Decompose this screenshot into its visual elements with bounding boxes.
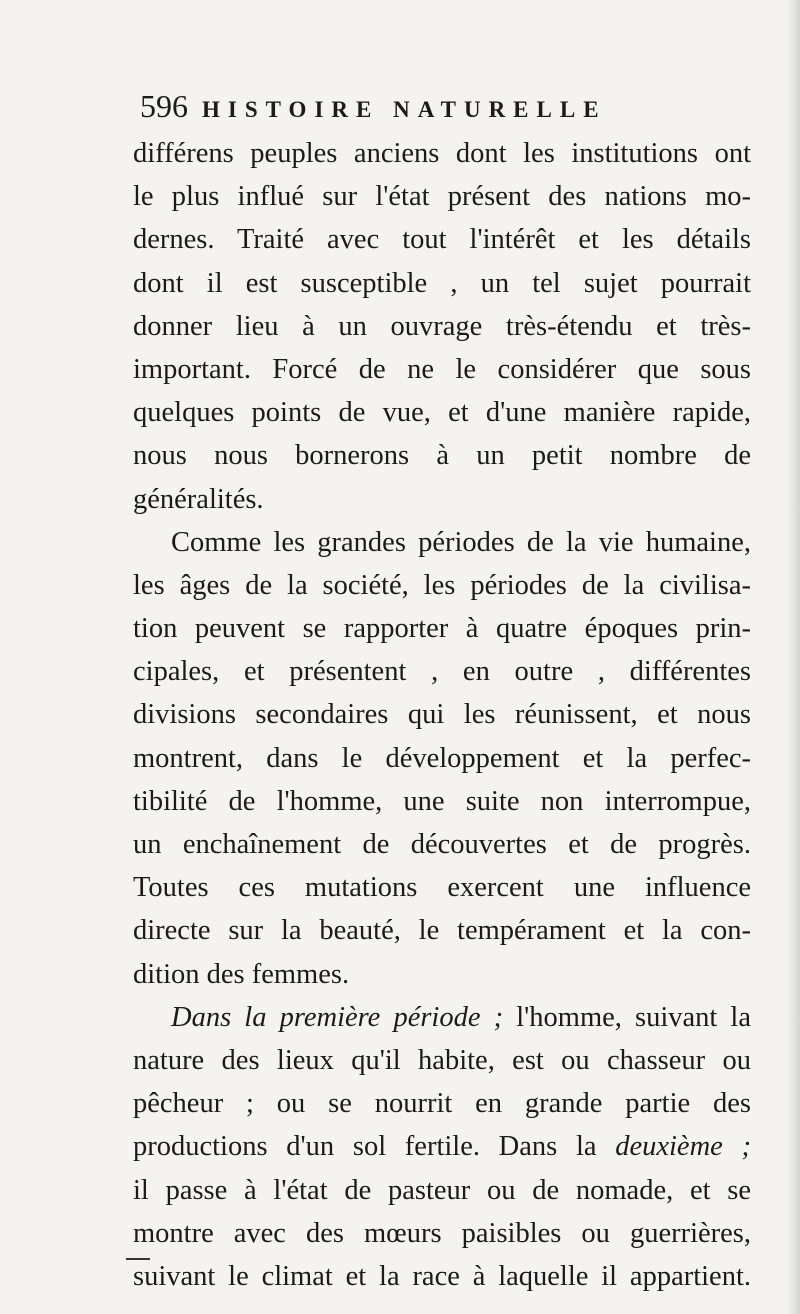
italic-phrase: Dans la première période ; (171, 1001, 504, 1033)
text-line: dernes. Traité avec tout l'intérêt et les détails (133, 224, 751, 256)
text-line: directe sur la beauté, le tempérament et la con- (133, 915, 751, 947)
running-title: HISTOIRE NATURELLE (202, 97, 607, 122)
text-line: Comme les grandes périodes de la vie humaine, (171, 526, 751, 558)
italic-phrase: deuxième ; (615, 1131, 752, 1163)
text-line: Toutes ces mutations exercent une influence (133, 872, 751, 904)
text-line: dition des femmes. (133, 958, 350, 990)
text-line: le plus influé sur l'état présent des nations mo- (133, 181, 751, 213)
text-line: les âges de la société, les périodes de la civilisa- (133, 569, 751, 601)
text-line (133, 1125, 751, 1168)
underline-mark (126, 1258, 150, 1260)
text-line: suivant le climat et la race à laquelle il appartient. (133, 1260, 751, 1292)
text-line: montrent, dans le développement et la perfec- (133, 742, 751, 774)
text-line: tion peuvent se rapporter à quatre époques prin- (133, 613, 751, 645)
text-line: nature des lieux qu'il habite, est ou chasseur ou (133, 1044, 751, 1076)
text-line: dont il est susceptible , un tel sujet pourrait (133, 267, 751, 299)
text-line: important. Forcé de ne le considérer que sous (133, 353, 751, 385)
text-fragment: productions d'un sol fertile. Dans la (133, 1131, 616, 1163)
text-line: montre avec des mœurs paisibles ou guerrières, (133, 1217, 751, 1249)
text-line: quelques points de vue, et d'une manière rapide, (133, 397, 751, 429)
text-line: divisions secondaires qui les réunissent, et nous (133, 699, 751, 731)
text-line: donner lieu à un ouvrage très-étendu et très- (133, 310, 751, 342)
text-line (133, 996, 751, 1039)
text-line: nous nous bornerons à un petit nombre de (133, 440, 751, 472)
text-line: un enchaînement de découvertes et de progrès. (133, 829, 751, 860)
text-fragment: l'homme, suivant la (503, 1001, 752, 1033)
text-line: différens peuples anciens dont les institutions ont (133, 138, 751, 169)
text-line: généralités. (133, 483, 264, 515)
text-line: pêcheur ; ou se nourrit en grande partie des (133, 1088, 751, 1120)
page-header (140, 88, 740, 128)
page-number: 596 (140, 88, 188, 124)
body-text (133, 132, 751, 1298)
text-line: tibilité de l'homme, une suite non interrompue, (133, 785, 751, 817)
text-line: il passe à l'état de pasteur ou de nomade, et se (133, 1174, 751, 1206)
text-line: cipales, et présentent , en outre , différentes (133, 656, 751, 688)
